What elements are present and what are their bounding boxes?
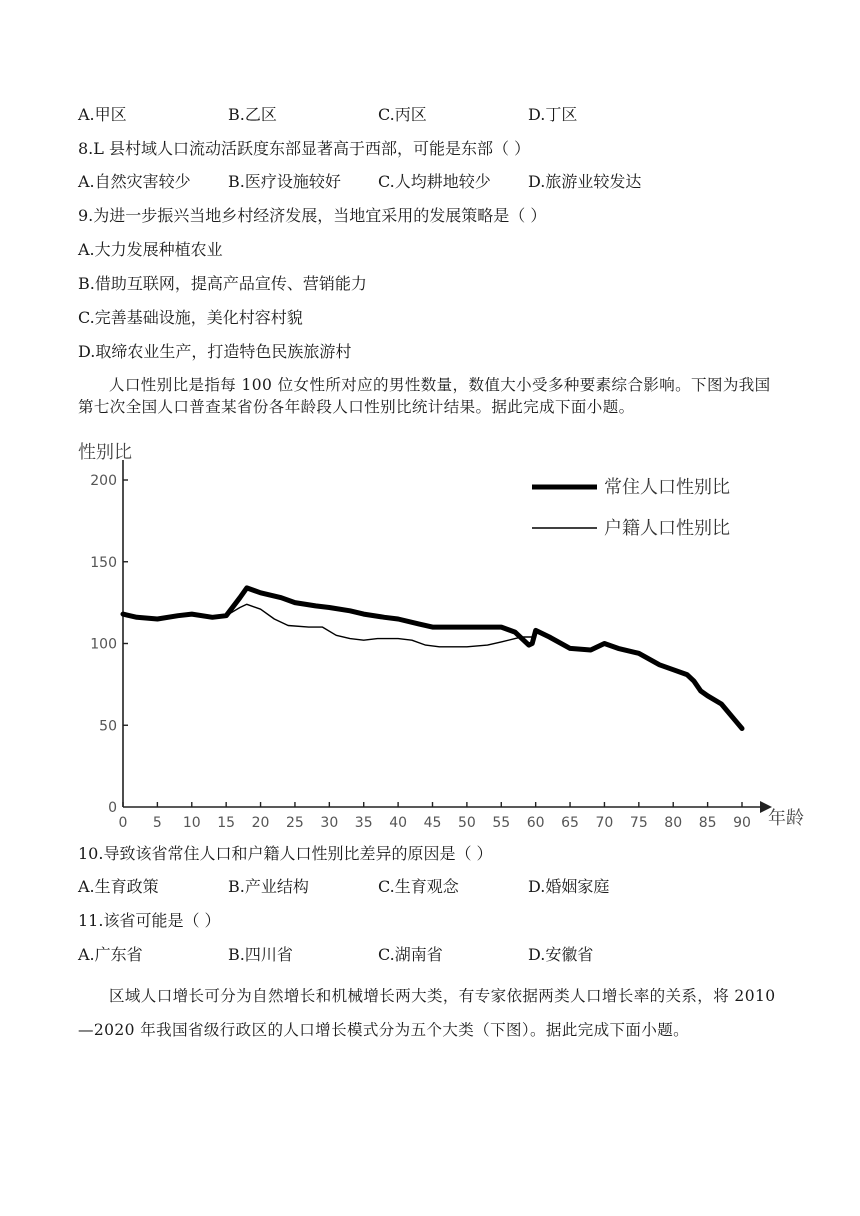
- q7-option-d: D.丁区: [528, 105, 578, 124]
- q10-stem: 10.导致该省常住人口和户籍人口性别比差异的原因是（ ）: [78, 844, 493, 863]
- q11-option-a: A.广东省: [78, 945, 143, 964]
- x-tick-label: 85: [698, 815, 717, 831]
- q11-option-c: C.湖南省: [378, 945, 443, 964]
- q7-option-c: C.丙区: [378, 105, 427, 124]
- x-tick-label: 60: [526, 815, 545, 831]
- y-tick-label: 100: [90, 636, 117, 653]
- x-tick-label: 30: [320, 815, 339, 831]
- q8-option-d: D.旅游业较发达: [528, 172, 642, 191]
- q10-option-d: D.婚姻家庭: [528, 877, 610, 896]
- x-tick-label: 10: [182, 815, 201, 831]
- q11-option-b: B.四川省: [228, 945, 293, 964]
- x-tick-label: 50: [457, 815, 476, 831]
- q10-option-c: C.生育观念: [378, 877, 459, 896]
- x-tick-label: 45: [423, 815, 442, 831]
- passage-population-growth: 区域人口增长可分为自然增长和机械增长两大类，有专家依据两类人口增长率的关系，将 2010—2020 年我国省级行政区的人口增长模式分为五个大类（下图）。据此完成下面小题。: [78, 987, 776, 1039]
- q9-stem: 9.为进一步振兴当地乡村经济发展，当地宜采用的发展策略是（ ）: [78, 206, 547, 225]
- x-tick-label: 70: [595, 815, 614, 831]
- x-tick-label: 80: [664, 815, 683, 831]
- q7-option-b: B.乙区: [228, 105, 277, 124]
- legend-label-1: 常住人口性别比: [604, 477, 730, 498]
- series-line-resident: [123, 588, 742, 729]
- legend-label-2: 户籍人口性别比: [604, 518, 730, 539]
- q8-stem: 8.L 县村域人口流动活跃度东部显著高于西部，可能是东部（ ）: [78, 139, 531, 158]
- x-tick-label: 55: [492, 815, 511, 831]
- x-tick-label: 25: [286, 815, 304, 831]
- q8-option-c: C.人均耕地较少: [378, 172, 491, 191]
- y-axis-label: 性别比: [78, 442, 132, 463]
- passage-sex-ratio: 人口性别比是指每 100 位女性所对应的男性数量，数值大小受多种要素综合影响。下图为我国第七次全国人口普查某省份各年龄段人口性别比统计结果。据此完成下面小题。: [78, 376, 771, 416]
- y-tick-label: 0: [108, 800, 117, 816]
- q8-option-a: A.自然灾害较少: [78, 172, 191, 191]
- q11-stem: 11.该省可能是（ ）: [78, 911, 221, 930]
- y-tick-label: 50: [99, 718, 117, 735]
- sex-ratio-chart: [70, 432, 830, 842]
- q9-option-b: B.借助互联网，提高产品宣传、营销能力: [78, 274, 367, 293]
- q8-option-b: B.医疗设施较好: [228, 172, 341, 191]
- q10-option-b: B.产业结构: [228, 877, 309, 896]
- x-tick-label: 20: [251, 815, 270, 831]
- x-tick-label: 0: [118, 815, 128, 831]
- y-tick-label: 200: [90, 473, 117, 489]
- y-tick-label: 150: [90, 554, 117, 571]
- q9-option-c: C.完善基础设施，美化村容村貌: [78, 308, 303, 327]
- x-tick-label: 75: [629, 815, 648, 831]
- x-tick-label: 65: [561, 815, 579, 831]
- x-axis-label: 年龄: [768, 808, 804, 829]
- x-tick-label: 40: [389, 815, 408, 831]
- q11-option-d: D.安徽省: [528, 945, 594, 964]
- x-tick-label: 5: [152, 815, 162, 831]
- x-tick-label: 35: [354, 815, 373, 831]
- q9-option-a: A.大力发展种植农业: [78, 240, 223, 259]
- q7-option-a: A.甲区: [78, 105, 127, 124]
- x-tick-label: 15: [217, 815, 236, 831]
- q9-option-d: D.取缔农业生产，打造特色民族旅游村: [78, 342, 352, 361]
- q10-option-a: A.生育政策: [78, 877, 159, 896]
- x-tick-label: 90: [733, 815, 751, 831]
